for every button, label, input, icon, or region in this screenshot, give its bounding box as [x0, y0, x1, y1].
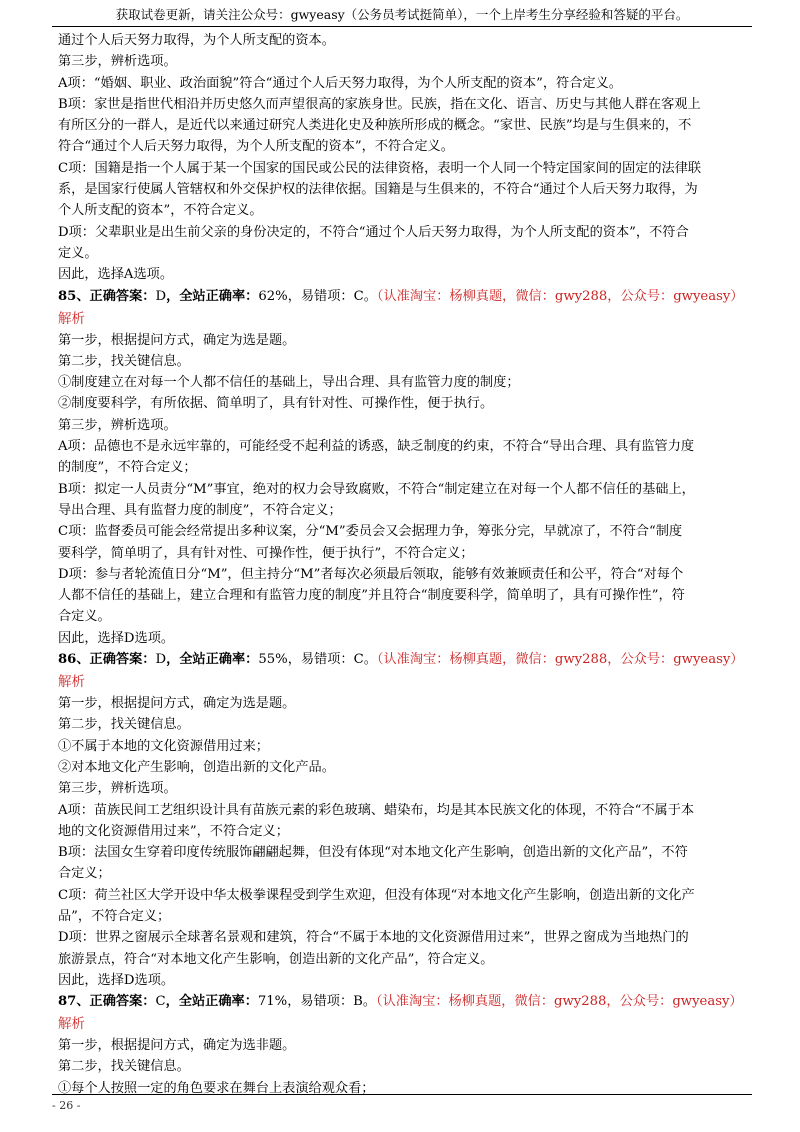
q87-promo: （认准淘宝：杨柳真题，微信：gwy288，公众号：gwyeasy）	[376, 994, 743, 1010]
text-line: ①每个人按照一定的角色要求在舞台上表演给观众看；	[58, 1080, 375, 1096]
text-line: 因此，选择A选项。	[58, 267, 174, 283]
page-header: 获取试卷更新，请关注公众号：gwyeasy（公务员考试挺简单），一个上岸考生分享经验和答疑的平台。	[52, 6, 752, 27]
text-line: B项：家世是指世代相沿并历史悠久而声望很高的家族身世。民族，指在文化、语言、历史与其他人群在客观上	[58, 96, 701, 112]
text-line: ②制度要科学，有所依据、简单明了，具有针对性、可操作性，便于执行。	[58, 396, 494, 412]
q87-rate-label: ，全站正确率：	[165, 994, 258, 1010]
text-line: 有所区分的一群人，是近代以来通过研究人类进化史及种族所形成的概念。“家世、民族”均是与生俱来的，不	[58, 118, 692, 134]
q85-section	[58, 286, 748, 649]
text-line: 第三步，辨析选项。	[58, 54, 177, 70]
q86-answer-line	[58, 649, 748, 671]
text-line: 地的文化资源借用过来”，不符合定义；	[58, 823, 289, 839]
text-line: 定义。	[58, 245, 98, 261]
q84-analysis-tail	[58, 30, 748, 286]
text-line: 第二步，找关键信息。	[58, 1059, 190, 1075]
text-line: 第三步，辨析选项。	[58, 417, 177, 433]
text-line: 品”，不符合定义；	[58, 908, 171, 924]
document-body	[58, 30, 748, 1099]
q86-promo: （认准淘宝：杨柳真题，微信：gwy288，公众号：gwyeasy）	[376, 652, 744, 668]
text-line: C项：荷兰社区大学开设中华太极拳课程受到学生欢迎，但没有体现“对本地文化产生影响，创造出新的文化产	[58, 887, 695, 903]
q85-analysis	[58, 330, 748, 649]
q85-answer: D	[155, 288, 167, 304]
text-line: 第二步，找关键信息。	[58, 717, 190, 733]
text-line: A项：苗族民间工艺组织设计具有苗族元素的彩色玻璃、蜡染布，均是其本民族文化的体现，不符合“不属于本	[58, 802, 695, 818]
text-line: 系，是国家行使属人管辖权和外交保护权的法律依据。国籍是与生俱来的，不符合“通过个人后天努力取得，为	[58, 182, 698, 198]
q87-analysis-heading: 解析	[58, 1016, 85, 1033]
q86-analysis	[58, 693, 748, 991]
q86-answer: D	[155, 652, 167, 668]
text-line: 人都不信任的基础上，建立合理和有监管力度的制度”并且符合“制度要科学，简单明了，具有可操作性”，符	[58, 588, 685, 604]
text-line: D项：父辈职业是出生前父亲的身份决定的，不符合“通过个人后天努力取得，为个人所支配的资本”，不符合	[58, 224, 689, 240]
q85-rate-label: ，全站正确率：	[166, 288, 259, 304]
text-line: 第一步，根据提问方式，确定为选是题。	[58, 332, 296, 348]
q87-section	[58, 991, 748, 1099]
q86-section	[58, 649, 748, 991]
q85-head: 85、正确答案：	[58, 288, 156, 304]
text-line: 个人所支配的资本”，不符合定义。	[58, 203, 263, 219]
text-line: 第一步，根据提问方式，确定为选非题。	[58, 1038, 296, 1054]
q86-rate-label: ，全站正确率：	[166, 652, 259, 668]
q85-wrong: ，易错项：C。	[287, 288, 377, 304]
q87-head: 87、正确答案：	[58, 994, 156, 1010]
text-line: 因此，选择D选项。	[58, 972, 175, 988]
text-line: A项：品德也不是永远牢靠的，可能经受不起利益的诱惑，缺乏制度的约束，不符合“导出合理、具有监管力度	[58, 439, 695, 455]
q87-answer: C	[155, 994, 166, 1010]
text-line: ①不属于本地的文化资源借用过来；	[58, 738, 269, 754]
q87-wrong: ，易错项：B。	[287, 994, 377, 1010]
q86-analysis-heading: 解析	[58, 674, 85, 691]
text-line: A项：“婚姻、职业、政治面貌”符合“通过个人后天努力取得，为个人所支配的资本”，符合定义。	[58, 75, 622, 91]
text-line: 要科学，简单明了，具有针对性、可操作性，便于执行”，不符合定义；	[58, 545, 474, 561]
text-line: D项：参与者轮流值日分“M”，但主持分“M”者每次必须最后领取，能够有效兼顾责任和公平，符合“对每个	[58, 566, 684, 582]
q87-rate: 71%	[257, 994, 288, 1010]
q86-head: 86、正确答案：	[58, 652, 156, 668]
q86-rate: 55%	[258, 652, 288, 668]
text-line: 因此，选择D选项。	[58, 630, 175, 646]
q86-wrong: ，易错项：C。	[287, 652, 377, 668]
page-number: - 26 -	[52, 1094, 752, 1112]
q85-rate: 62%	[258, 288, 288, 304]
text-line: B项：拟定一人员责分“M”事宜，绝对的权力会导致腐败，不符合“制定建立在对每一个人都不信任的基础上，	[58, 481, 695, 497]
text-line: 合定义。	[58, 609, 111, 625]
q87-answer-line	[58, 991, 748, 1013]
text-line: C项：监督委员可能会经常提出多种议案，分“M”委员会又会据理力争，筹张分完，早就凉了，不符合“制度	[58, 524, 683, 540]
text-line: 通过个人后天努力取得，为个人所支配的资本。	[58, 33, 335, 48]
text-line: C项：国籍是指一个人属于某一个国家的国民或公民的法律资格，表明一个人同一个特定国家间的固定的法律联	[58, 160, 702, 176]
text-line: 第二步，找关键信息。	[58, 353, 190, 369]
text-line: 的制度”，不符合定义；	[58, 460, 197, 476]
text-line: 第一步，根据提问方式，确定为选是题。	[58, 696, 296, 712]
q85-promo: （认准淘宝：杨柳真题，微信：gwy288，公众号：gwyeasy）	[376, 288, 744, 304]
text-line: 导出合理、具有监督力度的制度”，不符合定义；	[58, 502, 342, 518]
text-line: 第三步，辨析选项。	[58, 781, 177, 797]
text-line: 符合“通过个人后天努力取得，为个人所支配的资本”，不符合定义。	[58, 139, 454, 155]
text-line: D项：世界之窗展示全球著名景观和建筑，符合“不属于本地的文化资源借用过来”，世界之窗成为当地热门的	[58, 930, 689, 946]
text-line: B项：法国女生穿着印度传统服饰翩翩起舞，但没有体现“对本地文化产生影响，创造出新的文化产品”，不符	[58, 845, 688, 861]
text-line: 旅游景点，符合“对本地文化产生影响，创造出新的文化产品”，符合定义。	[58, 951, 494, 967]
text-line: ②对本地文化产生影响，创造出新的文化产品。	[58, 759, 335, 775]
q85-analysis-heading: 解析	[58, 310, 85, 327]
text-line: 合定义；	[58, 866, 111, 882]
text-line: ①制度建立在对每一个人都不信任的基础上，导出合理、具有监管力度的制度；	[58, 375, 520, 391]
q85-answer-line	[58, 286, 748, 308]
q87-analysis	[58, 1035, 748, 1099]
